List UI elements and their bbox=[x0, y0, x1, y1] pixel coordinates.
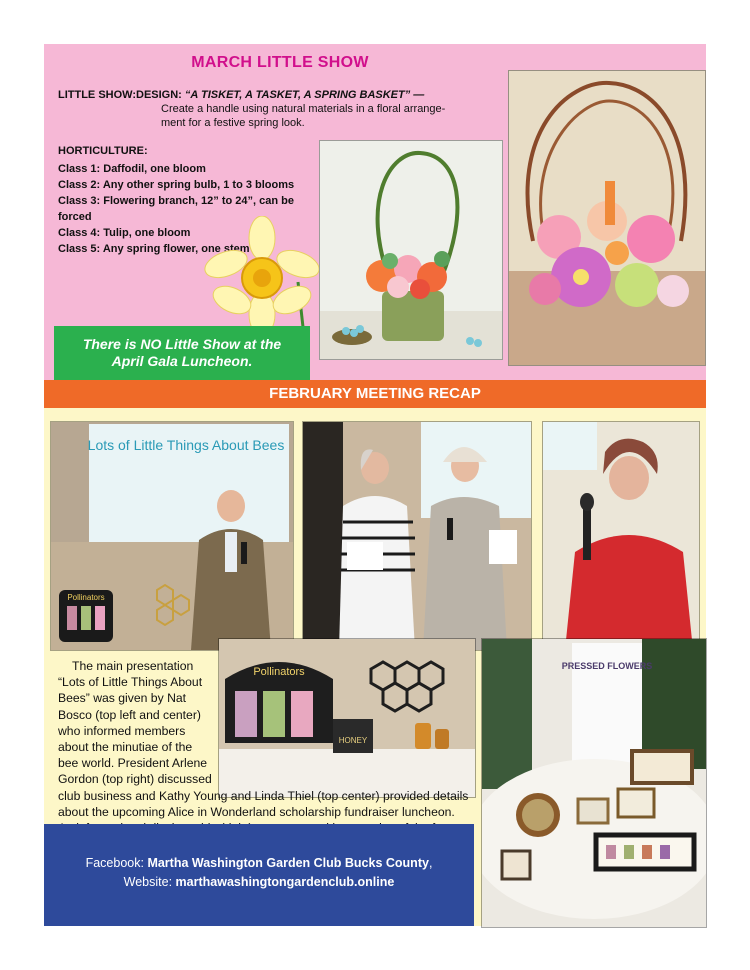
class-item: Class 3: Flowering branch, 12” to 24”, can be forced bbox=[58, 195, 294, 223]
slide-title: Lots of Little Things About Bees bbox=[87, 437, 285, 453]
pollinators-sign: Pollinators bbox=[67, 593, 105, 602]
president-photo bbox=[542, 421, 700, 651]
pressed-flowers-sign: PRESSED FLOWERS bbox=[561, 661, 653, 671]
recap-heading: FEBRUARY MEETING RECAP bbox=[269, 385, 481, 402]
recap-line: Bees” was given by Nat bbox=[58, 691, 187, 706]
notice-line-1: There is NO Little Show at the bbox=[82, 336, 282, 352]
presenter-photo bbox=[50, 421, 294, 651]
design-lead: LITTLE SHOW:DESIGN: bbox=[58, 89, 182, 101]
recap-line: about the minutiae of the bbox=[58, 740, 193, 755]
basket-arrangement-photo bbox=[319, 140, 503, 360]
design-body-line-1: Create a handle using natural materials in a floral arrange- bbox=[161, 103, 446, 115]
recap-line: “Lots of Little Things About bbox=[58, 675, 203, 690]
recap-heading-bar bbox=[44, 380, 706, 408]
honey-book: HONEY bbox=[338, 736, 368, 745]
speakers-photo bbox=[302, 421, 532, 651]
recap-line: Bosco (top left and center) bbox=[58, 707, 201, 722]
horticulture-heading: HORTICULTURE: bbox=[58, 145, 148, 157]
daffodil-image bbox=[202, 216, 322, 336]
design-body-line-2: ment for a festive spring look. bbox=[161, 117, 305, 129]
recap-line: club business and Kathy Young and Linda Thiel (top center) provided details bbox=[58, 788, 469, 803]
notice-line-2: April Gala Luncheon. bbox=[111, 353, 253, 369]
website-label: Website: bbox=[123, 875, 173, 889]
class-item: Class 2: Any other spring bulb, 1 to 3 blooms bbox=[58, 179, 295, 191]
footer-contact-box: Facebook: Martha Washington Garden Club Bucks County, Website: marthawashingtongardenclub.online bbox=[44, 824, 474, 926]
march-little-show-section bbox=[44, 44, 706, 380]
recap-line: about the upcoming Alice in Wonderland scholarship fundraiser luncheon. bbox=[58, 804, 455, 819]
newsletter-page bbox=[44, 44, 706, 926]
spring-basket-photo bbox=[508, 70, 706, 366]
design-description bbox=[58, 88, 498, 130]
notice-box bbox=[54, 326, 310, 380]
recap-line: bee world. President Arlene bbox=[58, 756, 208, 771]
recap-line: who informed members bbox=[58, 723, 186, 738]
class-item: Class 4: Tulip, one bloom bbox=[58, 227, 191, 239]
recap-line: Gordon (top right) discussed bbox=[58, 772, 212, 787]
class-item: Class 1: Daffodil, one bloom bbox=[58, 163, 206, 175]
recap-line: The main presentation bbox=[72, 659, 194, 673]
website-link[interactable]: marthawashingtongardenclub.online bbox=[175, 875, 395, 889]
facebook-link[interactable]: Martha Washington Garden Club Bucks County bbox=[147, 856, 429, 870]
facebook-label: Facebook: bbox=[85, 856, 144, 870]
pollinators-sign: Pollinators bbox=[253, 666, 305, 678]
pressed-flowers-photo bbox=[481, 638, 707, 928]
class-item: Class 5: Any spring flower, one stem bbox=[58, 243, 250, 255]
section-title: MARCH LITTLE SHOW bbox=[191, 54, 369, 71]
design-title: “A TISKET, A TASKET, A SPRING BASKET” — bbox=[184, 89, 425, 101]
